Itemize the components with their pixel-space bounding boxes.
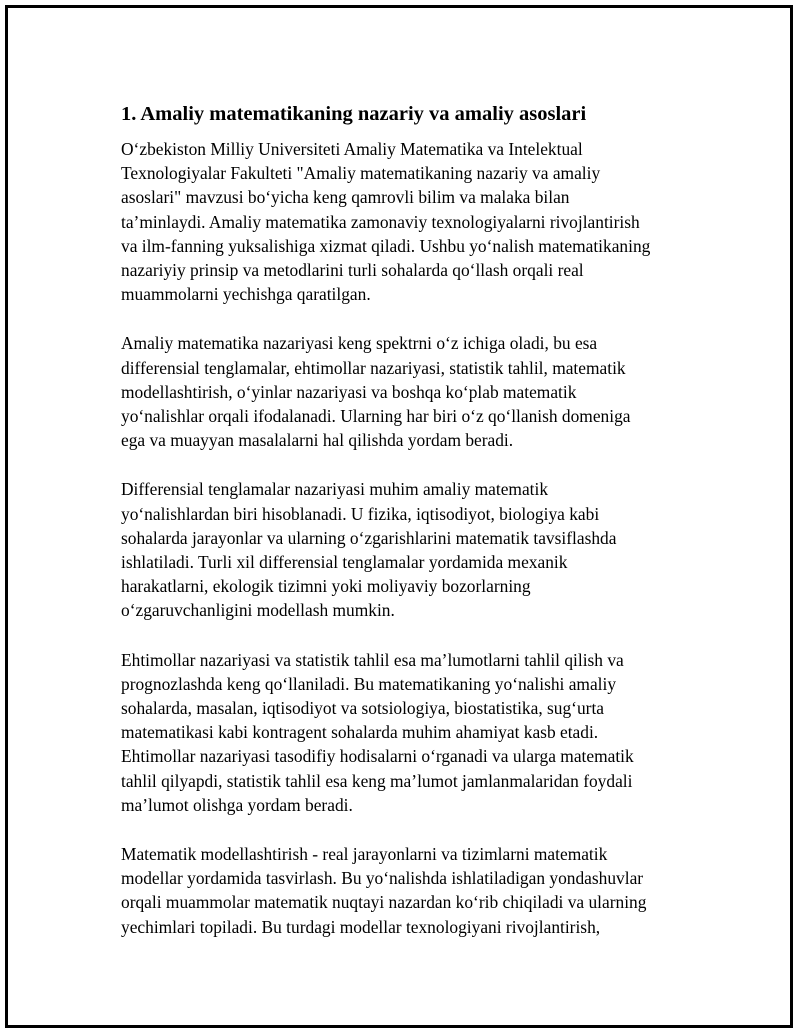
text-line: prognozlashda keng qo‘llaniladi. Bu matematikaning yo‘nalishi amaliy — [121, 673, 617, 694]
text-line: Amaliy matematika nazariyasi keng spektrni o‘z ichiga oladi, bu esa — [121, 333, 598, 354]
text-line: yo‘nalishlar orqali ifodalanadi. Ularning har biri o‘z qo‘llanish domeniga — [121, 406, 631, 427]
text-line: harakatlarni, ekologik tizimni yoki moliyaviy bozorlarning — [121, 576, 531, 597]
document-body — [121, 101, 696, 964]
text-line: asoslari" mavzusi bo‘yicha keng qamrovli bilim va malaka bilan — [121, 187, 570, 208]
paragraph-intro — [121, 137, 696, 306]
text-line: Differensial tenglamalar nazariyasi muhim amaliy matematik — [121, 479, 549, 500]
text-line: yo‘nalishlardan biri hisoblanadi. U fizika, iqtisodiyot, biologiya kabi — [121, 503, 600, 524]
page-frame — [5, 5, 793, 1028]
text-line: modellashtirish, o‘yinlar nazariyasi va boshqa ko‘plab matematik — [121, 381, 577, 402]
text-line: o‘zgaruvchanligini modellash mumkin. — [121, 600, 395, 621]
paragraph-theory-scope — [121, 331, 696, 452]
text-line: ta’minlaydi. Amaliy matematika zamonaviy texnologiyalarni rivojlantirish — [121, 211, 640, 232]
text-line: ishlatiladi. Turli xil differensial tenglamalar yordamida mexanik — [121, 552, 568, 573]
text-line: modellar yordamida tasvirlash. Bu yo‘nalishda ishlatiladigan yondashuvlar — [121, 868, 644, 889]
paragraph-differential-equations — [121, 477, 696, 622]
text-line: Ehtimollar nazariyasi tasodifiy hodisalarni o‘rganadi va ularga matematik — [121, 746, 634, 767]
section-heading: 1. Amaliy matematikaning nazariy va amaliy asoslari — [121, 103, 587, 125]
text-line: matematikasi kabi kontragent sohalarda muhim ahamiyat kasb etadi. — [121, 722, 599, 743]
paragraph-probability-statistics — [121, 648, 696, 817]
text-line: muammolarni yechishga qaratilgan. — [121, 284, 371, 305]
text-line: ega va muayyan masalalarni hal qilishda yordam beradi. — [121, 430, 514, 451]
text-line: Ehtimollar nazariyasi va statistik tahlil esa ma’lumotlarni tahlil qilish va — [121, 649, 624, 670]
text-line: O‘zbekiston Milliy Universiteti Amaliy Matematika va Intelektual — [121, 139, 583, 159]
paragraph-modelling — [121, 842, 696, 939]
text-line: Texnologiyalar Fakulteti "Amaliy matematikaning nazariy va amaliy — [121, 163, 601, 184]
text-line: ma’lumot olishga yordam beradi. — [121, 794, 353, 815]
text-line: yechimlari topiladi. Bu turdagi modellar texnologiyani rivojlantirish, — [121, 916, 601, 937]
text-line: tahlil qilyapdi, statistik tahlil esa keng ma’lumot jamlanmalaridan foydali — [121, 770, 633, 791]
text-line: nazariyiy prinsip va metodlarini turli sohalarda qo‘llash orqali real — [121, 260, 584, 281]
text-line: sohalarda, masalan, iqtisodiyot va sotsiologiya, biostatistika, sug‘urta — [121, 698, 604, 719]
text-line: sohalarda jarayonlar va ularning o‘zgarishlarini matematik tavsiflashda — [121, 527, 617, 548]
text-line: Matematik modellashtirish - real jarayonlarni va tizimlarni matematik — [121, 844, 608, 865]
text-line: va ilm-fanning yuksalishiga xizmat qiladi. Ushbu yo‘nalish matematikaning — [121, 235, 651, 256]
text-line: orqali muammolar matematik nuqtayi nazardan ko‘rib chiqiladi va ularning — [121, 892, 647, 913]
text-line: differensial tenglamalar, ehtimollar nazariyasi, statistik tahlil, matematik — [121, 357, 626, 378]
